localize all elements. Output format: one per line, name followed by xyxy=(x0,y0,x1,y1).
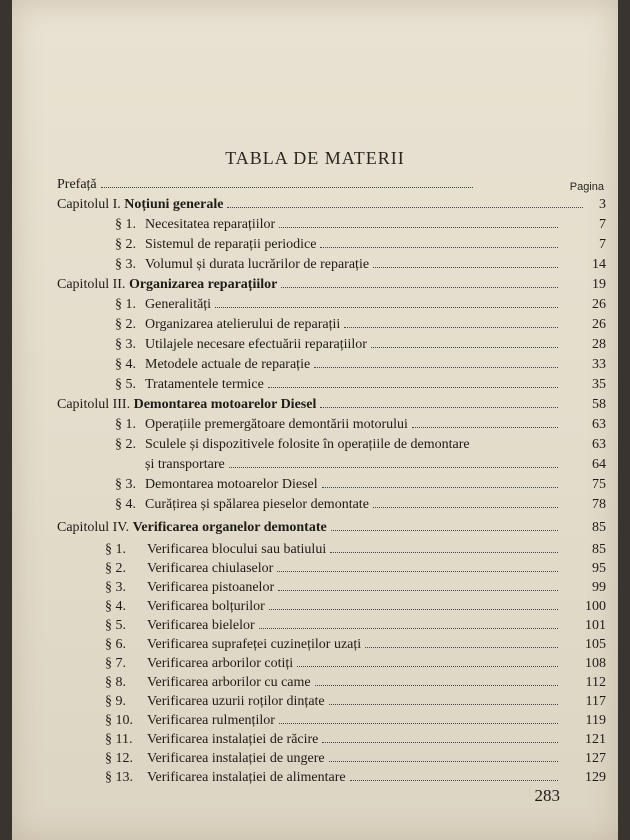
toc-label: Prefață xyxy=(57,177,97,192)
toc-page-number: 7 xyxy=(599,217,606,232)
toc-page-number: 63 xyxy=(592,417,606,432)
toc-label: Operațiile premergătoare demontării motorului xyxy=(145,417,408,432)
section-number: § 2. xyxy=(115,317,136,332)
toc-entry xyxy=(115,337,562,355)
toc-label: Demontarea motoarelor Diesel xyxy=(145,477,318,492)
toc-label: Tratamentele termice xyxy=(145,377,264,392)
leader-dots xyxy=(320,407,558,408)
toc-page-number: 33 xyxy=(592,357,606,372)
toc-entry xyxy=(105,694,562,712)
section-number: § 9. xyxy=(105,694,126,709)
leader-dots xyxy=(322,742,558,743)
leader-dots xyxy=(371,347,558,348)
toc-chapter xyxy=(57,197,587,215)
toc-label: Verificarea bielelor xyxy=(147,618,255,633)
book-page xyxy=(12,0,618,840)
section-number: § 2. xyxy=(105,561,126,576)
toc-entry xyxy=(57,177,477,195)
section-number: § 6. xyxy=(105,637,126,652)
toc-entry xyxy=(115,217,562,235)
toc-label: Verificarea chiulaselor xyxy=(147,561,274,576)
toc-entry xyxy=(105,542,562,560)
toc-label: Necesitatea reparațiilor xyxy=(145,217,276,232)
toc-label: Verificarea arborilor cu came xyxy=(147,675,311,690)
chapter-prefix: Capitolul IV. xyxy=(57,520,130,535)
toc-label: Verificarea instalației de alimentare xyxy=(147,770,346,785)
toc-page-number: 127 xyxy=(585,751,606,766)
leader-dots xyxy=(268,387,558,388)
leader-dots xyxy=(331,530,558,531)
toc-label: Verificarea uzurii roților dințate xyxy=(147,694,325,709)
leader-dots xyxy=(329,761,558,762)
chapter-prefix: Capitolul III. xyxy=(57,397,131,412)
leader-dots xyxy=(344,327,558,328)
section-number: § 12. xyxy=(105,751,133,766)
toc-page-number: 58 xyxy=(592,397,606,412)
leader-dots xyxy=(278,590,558,591)
toc-label: Sculele și dispozitivele folosite în operațiile de demontare xyxy=(145,437,470,452)
toc-entry xyxy=(105,580,562,598)
section-number: § 13. xyxy=(105,770,133,785)
pagina-header: Pagina xyxy=(569,181,604,193)
leader-dots xyxy=(373,267,558,268)
leader-dots xyxy=(365,647,558,648)
toc-label: Metodele actuale de reparație xyxy=(145,357,311,372)
leader-dots xyxy=(297,666,558,667)
section-number: § 4. xyxy=(115,497,136,512)
leader-dots xyxy=(279,723,558,724)
leader-dots xyxy=(329,704,558,705)
toc-entry xyxy=(105,656,562,674)
section-number: § 5. xyxy=(115,377,136,392)
toc-page-number: 117 xyxy=(585,694,606,709)
toc-entry xyxy=(105,751,562,769)
page-title: TABLA DE MATERII xyxy=(225,148,405,168)
section-number: § 5. xyxy=(105,618,126,633)
toc-label: Verificarea arborilor cotiți xyxy=(147,656,294,671)
section-number: § 3. xyxy=(115,337,136,352)
toc-page-number: 95 xyxy=(592,561,606,576)
chapter-prefix: Capitolul I. xyxy=(57,197,121,212)
leader-dots xyxy=(277,571,558,572)
toc-entry xyxy=(115,497,562,515)
toc-entry xyxy=(105,713,562,731)
toc-entry xyxy=(105,637,562,655)
toc-entry xyxy=(105,770,562,788)
toc-entry xyxy=(105,732,562,750)
toc-page-number: 35 xyxy=(592,377,606,392)
section-number: § 10. xyxy=(105,713,133,728)
toc-page-number: 28 xyxy=(592,337,606,352)
toc-label: Organizarea atelierului de reparații xyxy=(145,317,341,332)
toc-entry xyxy=(115,237,562,255)
toc-entry xyxy=(115,317,562,335)
toc-label: Sistemul de reparații periodice xyxy=(145,237,317,252)
toc-entry xyxy=(115,417,562,435)
section-number: § 3. xyxy=(115,477,136,492)
section-number: § 1. xyxy=(115,217,136,232)
toc-label: Verificarea bolțurilor xyxy=(147,599,265,614)
leader-dots xyxy=(314,367,558,368)
toc-page-number: 105 xyxy=(585,637,606,652)
leader-dots xyxy=(330,552,558,553)
section-number: § 1. xyxy=(105,542,126,557)
toc-entry xyxy=(115,297,562,315)
toc-label: Volumul și durata lucrărilor de reparație xyxy=(145,257,370,272)
toc-entry xyxy=(105,599,562,617)
section-number: § 1. xyxy=(115,417,136,432)
chapter-title: Noțiuni generale xyxy=(124,197,224,212)
toc-chapter xyxy=(57,277,562,295)
toc-label: Generalități xyxy=(145,297,212,312)
toc-entry xyxy=(115,257,562,275)
toc-page-number: 26 xyxy=(592,317,606,332)
leader-dots xyxy=(350,780,558,781)
toc-page-number: 75 xyxy=(592,477,606,492)
toc-entry xyxy=(115,437,590,455)
leader-dots xyxy=(215,307,558,308)
toc-entry xyxy=(115,357,562,375)
toc-page-number: 129 xyxy=(585,770,606,785)
toc-page-number: 78 xyxy=(592,497,606,512)
toc-page-number: 64 xyxy=(592,457,606,472)
toc-label: Verificarea blocului sau batiului xyxy=(147,542,327,557)
toc-page-number: 108 xyxy=(585,656,606,671)
leader-dots xyxy=(373,507,558,508)
chapter-title: Demontarea motoarelor Diesel xyxy=(133,397,317,412)
leader-dots xyxy=(269,609,558,610)
toc-entry xyxy=(105,675,562,693)
toc-chapter xyxy=(57,520,562,538)
chapter-title: Verificarea organelor demontate xyxy=(132,520,327,535)
toc-page-number: 99 xyxy=(592,580,606,595)
section-number: § 4. xyxy=(105,599,126,614)
chapter-title: Organizarea reparațiilor xyxy=(128,277,278,292)
section-number: § 2. xyxy=(115,237,136,252)
toc-page-number: 85 xyxy=(592,520,606,535)
section-number: § 3. xyxy=(105,580,126,595)
toc-page-number: 112 xyxy=(585,675,606,690)
toc-chapter xyxy=(57,397,562,415)
toc-page-number: 100 xyxy=(585,599,606,614)
leader-dots xyxy=(101,187,473,188)
toc-label: Utilajele necesare efectuării reparațiilor xyxy=(145,337,367,352)
chapter-prefix: Capitolul II. xyxy=(57,277,126,292)
leader-dots xyxy=(315,685,558,686)
leader-dots xyxy=(227,207,583,208)
leader-dots xyxy=(322,487,558,488)
leader-dots xyxy=(229,467,558,468)
section-number: § 2. xyxy=(115,437,136,452)
section-number: § 8. xyxy=(105,675,126,690)
leader-dots xyxy=(320,247,558,248)
toc-label: Verificarea instalației de ungere xyxy=(147,751,325,766)
toc-entry xyxy=(105,618,562,636)
toc-entry xyxy=(115,377,562,395)
toc-page-number: 121 xyxy=(585,732,606,747)
leader-dots xyxy=(412,427,558,428)
toc-page-number: 119 xyxy=(585,713,606,728)
leader-dots xyxy=(259,628,558,629)
section-number: § 7. xyxy=(105,656,126,671)
section-number: § 1. xyxy=(115,297,136,312)
toc-entry-continuation xyxy=(145,457,562,475)
toc-page-number: 63 xyxy=(592,437,606,452)
table-of-contents xyxy=(12,0,618,840)
toc-page-number: 85 xyxy=(592,542,606,557)
toc-entry xyxy=(115,477,562,495)
toc-page-number: 26 xyxy=(592,297,606,312)
section-number: § 4. xyxy=(115,357,136,372)
toc-label: Verificarea pistoanelor xyxy=(147,580,275,595)
leader-dots xyxy=(279,227,558,228)
toc-page-number: 101 xyxy=(585,618,606,633)
toc-label: Verificarea suprafeței cuzineților uzați xyxy=(147,637,362,652)
toc-page-number: 3 xyxy=(599,197,606,212)
toc-entry xyxy=(105,561,562,579)
leader-dots xyxy=(281,287,558,288)
toc-label: și transportare xyxy=(145,457,225,472)
toc-page-number: 7 xyxy=(599,237,606,252)
section-number: § 3. xyxy=(115,257,136,272)
section-number: § 11. xyxy=(105,732,133,747)
page-number: 283 xyxy=(534,786,560,805)
toc-page-number: 19 xyxy=(592,277,606,292)
toc-label: Verificarea instalației de răcire xyxy=(147,732,319,747)
toc-label: Curățirea și spălarea pieselor demontate xyxy=(145,497,369,512)
toc-label: Verificarea rulmenților xyxy=(147,713,275,728)
toc-page-number: 14 xyxy=(592,257,606,272)
